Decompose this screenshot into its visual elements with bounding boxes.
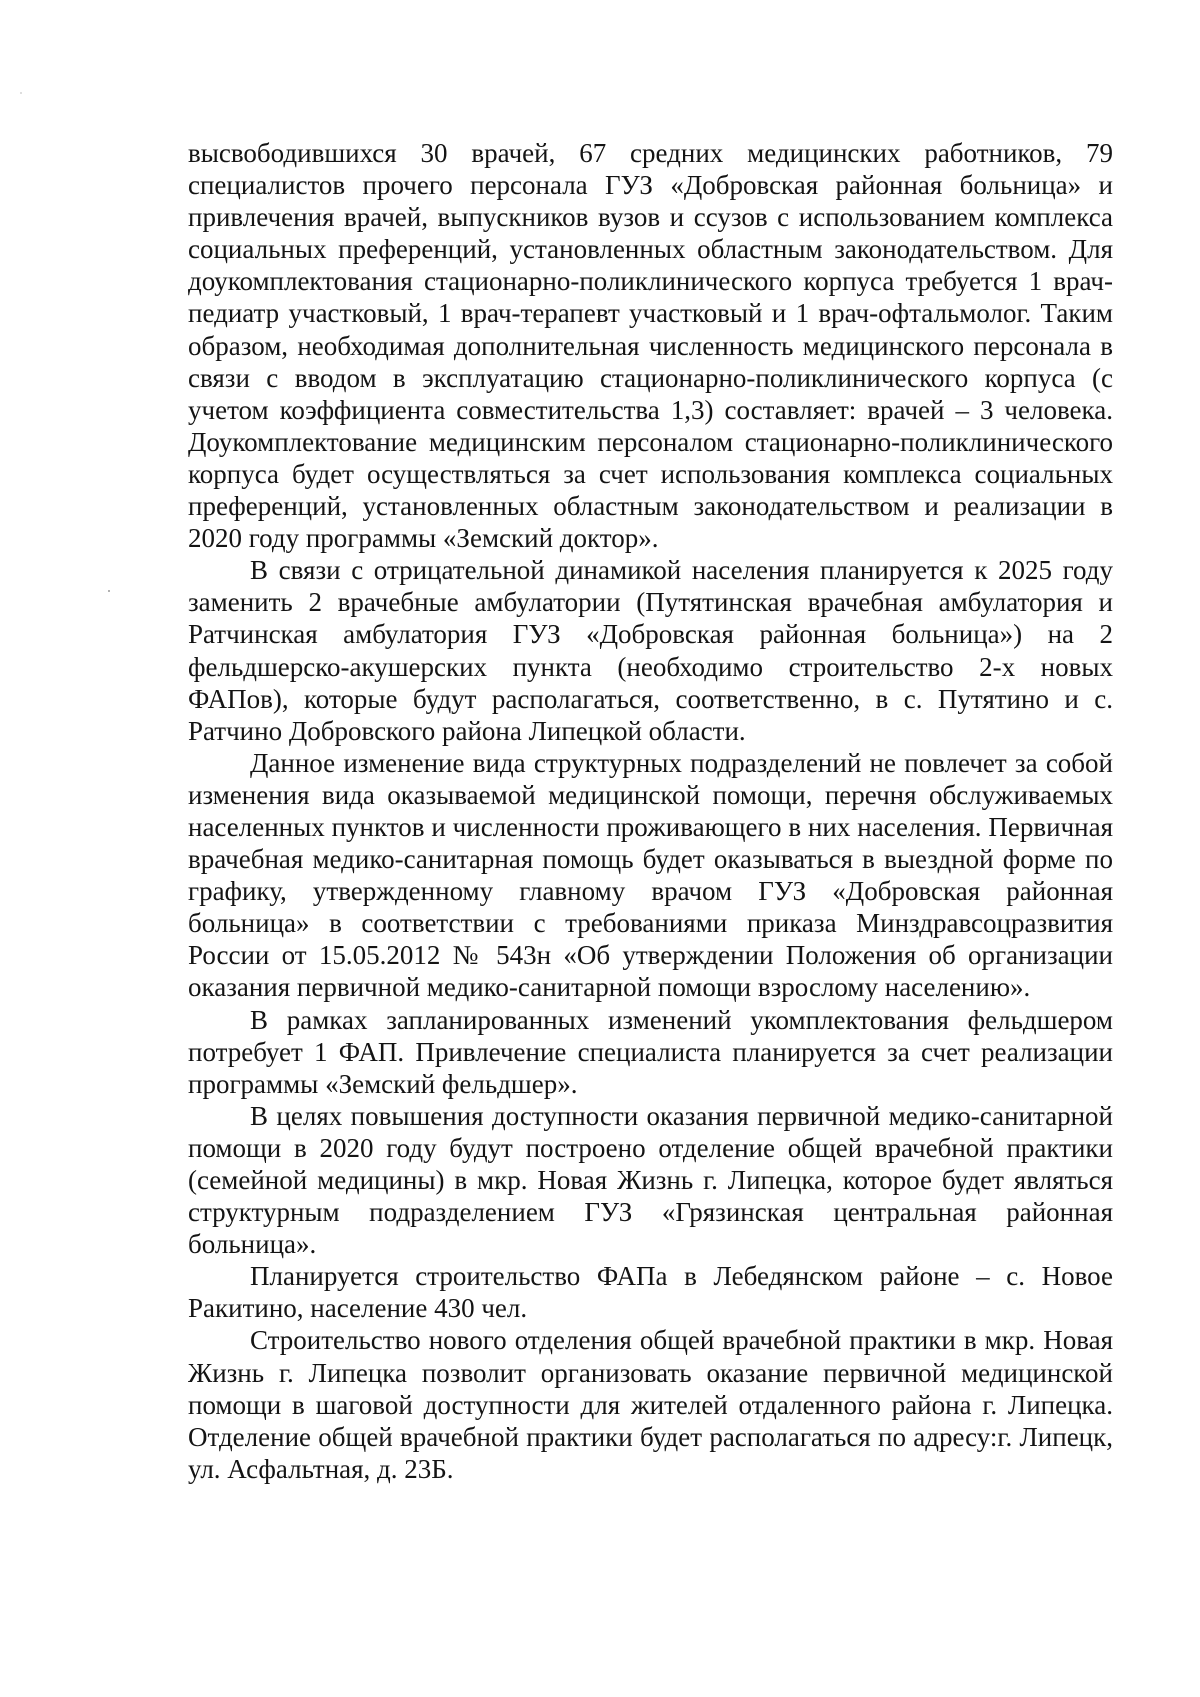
paragraph-department-address: Строительство нового отделения общей врачебной практики в мкр. Новая Жизнь г. Липецка позволит организовать оказание первичной медицинской помощи в шаговой доступности для жителей отдаленного района г. Липецка. Отделение общей врачебной практики будет располагаться по адресу:г. Липецк, ул. Асфальтная, д. 23Б. [188, 1325, 1113, 1484]
paragraph-fap-construction: Планируется строительство ФАПа в Лебедянском районе – с. Новое Ракитино, население 430 чел. [188, 1261, 1113, 1324]
scan-speck [20, 92, 22, 94]
scan-speck [108, 590, 110, 592]
paragraph-general-practice-department: В целях повышения доступности оказания первичной медико-санитарной помощи в 2020 году будут построено отделение общей врачебной практики (семейной медицины) в мкр. Новая Жизнь г. Липецка, которое будет являться структурным подразделением ГУЗ «Грязинская центральная районная больница». [188, 1100, 1113, 1260]
paragraph-staffing: высвободившихся 30 врачей, 67 средних медицинских работников, 79 специалистов прочего персонала ГУЗ «Добровская районная больница» и привлечения врачей, выпускников вузов и ссузов с использованием комплекса социальных преференций, установленных областным законодательством. Для доукомплектования стационарно-поликлинического корпуса требуется 1 врач-педиатр участковый, 1 врач-терапевт участковый и 1 врач-офтальмолог. Таким образом, необходимая дополнительная численность медицинского персонала в связи с вводом в эксплуатацию стационарно-поликлинического корпуса (с учетом коэффициента совместительства 1,3) составляет: врачей – 3 человека. Доукомплектование медицинским персоналом стационарно-поликлинического корпуса будет осуществляться за счет использования комплекса социальных преференций, установленных областным законодательством и реализации в 2020 году программы «Земский доктор». [188, 138, 1113, 554]
paragraph-ambulatory-replacement: В связи с отрицательной динамикой населения планируется к 2025 году заменить 2 врачебные амбулатории (Путятинская врачебная амбулатория и Ратчинская амбулатория ГУЗ «Добровская районная больница») на 2 фельдшерско-акушерских пункта (необходимо строительство 2-х новых ФАПов), которые будут располагаться, соответственно, в с. Путятино и с. Ратчино Добровского района Липецкой области. [188, 555, 1113, 746]
document-body [188, 137, 1113, 1485]
paragraph-feldsher-staffing: В рамках запланированных изменений укомплектования фельдшером потребует 1 ФАП. Привлечение специалиста планируется за счет реализации программы «Земский фельдшер». [188, 1004, 1113, 1099]
paragraph-care-continuity: Данное изменение вида структурных подразделений не повлечет за собой изменения вида оказываемой медицинской помощи, перечня обслуживаемых населенных пунктов и численности проживающего в них населения. Первичная врачебная медико-санитарная помощь будет оказываться в выездной форме по графику, утвержденному главному врачом ГУЗ «Добровская районная больница» в соответствии с требованиями приказа Минздравсоцразвития России от 15.05.2012 № 543н «Об утверждении Положения об организации оказания первичной медико-санитарной помощи взрослому населению». [188, 747, 1113, 1003]
